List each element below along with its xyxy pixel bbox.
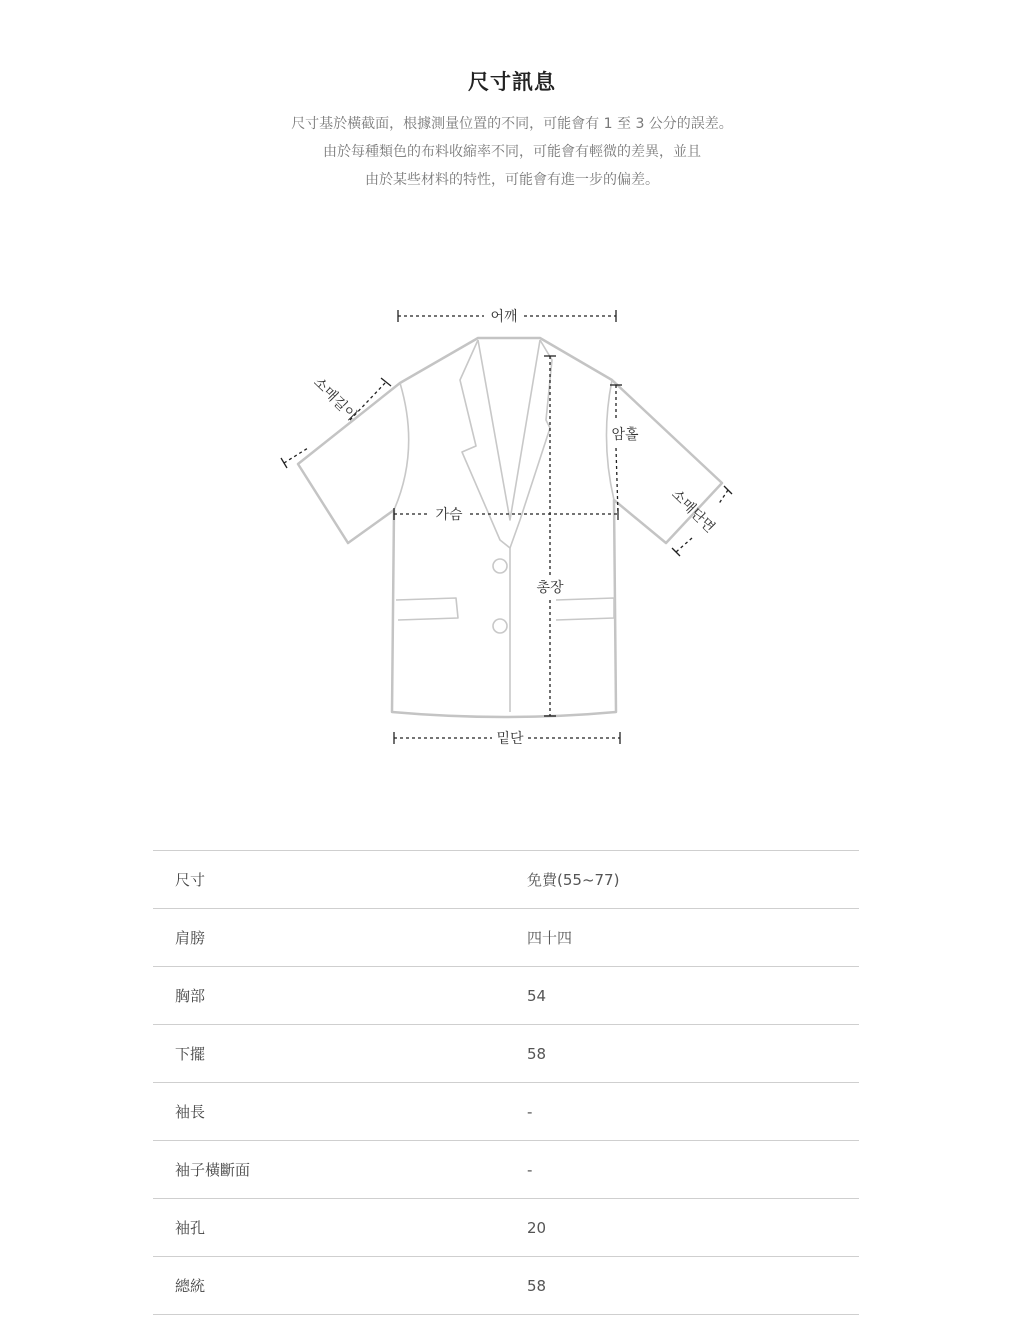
row-value: 54 bbox=[527, 967, 859, 1025]
chest-label: 가슴 bbox=[435, 507, 463, 523]
left-pocket bbox=[396, 598, 458, 620]
row-value: - bbox=[527, 1141, 859, 1199]
table-row bbox=[153, 967, 859, 1025]
right-pocket bbox=[556, 598, 614, 620]
garment-diagram bbox=[0, 280, 1024, 760]
row-label: 總統 bbox=[153, 1257, 527, 1315]
row-value: 58 bbox=[527, 1257, 859, 1315]
table-row bbox=[153, 909, 859, 967]
sleeve-length-label: 소매길이 bbox=[310, 374, 360, 424]
collar-inner bbox=[478, 340, 540, 520]
page-title: 尺寸訊息 bbox=[468, 70, 556, 94]
hem-label: 밑단 bbox=[496, 731, 524, 747]
row-label: 袖子橫斷面 bbox=[153, 1141, 527, 1199]
note-line: 尺寸基於橫截面，根據測量位置的不同，可能會有 1 至 3 公分的誤差。 bbox=[291, 116, 733, 132]
row-label: 下擺 bbox=[153, 1025, 527, 1083]
right-lapel bbox=[510, 340, 552, 548]
row-label: 胸部 bbox=[153, 967, 527, 1025]
row-value: 20 bbox=[527, 1199, 859, 1257]
total-length-label: 총장 bbox=[536, 580, 564, 596]
row-label: 袖孔 bbox=[153, 1199, 527, 1257]
row-value: 免費(55~77) bbox=[527, 851, 859, 909]
button-top bbox=[493, 559, 507, 573]
table-row bbox=[153, 851, 859, 909]
size-notes bbox=[0, 110, 1024, 194]
note-line: 由於每種類色的布料收縮率不同，可能會有輕微的差異，並且 bbox=[323, 144, 701, 160]
table-row bbox=[153, 1141, 859, 1199]
armhole-label: 암홀 bbox=[611, 427, 639, 443]
table-row bbox=[153, 1199, 859, 1257]
table-row bbox=[153, 1025, 859, 1083]
row-value: 四十四 bbox=[527, 909, 859, 967]
table-row bbox=[153, 1083, 859, 1141]
row-value: - bbox=[527, 1083, 859, 1141]
row-label: 袖長 bbox=[153, 1083, 527, 1141]
sleeve-opening-label: 소매단면 bbox=[668, 486, 718, 536]
shoulder-label: 어깨 bbox=[490, 309, 518, 325]
left-sleeve-seam bbox=[394, 383, 409, 510]
size-table bbox=[153, 850, 859, 1315]
note-line: 由於某些材料的特性，可能會有進一步的偏差。 bbox=[365, 172, 659, 188]
button-bottom bbox=[493, 619, 507, 633]
row-value: 58 bbox=[527, 1025, 859, 1083]
row-label: 尺寸 bbox=[153, 851, 527, 909]
table-row bbox=[153, 1257, 859, 1315]
left-lapel bbox=[460, 340, 510, 548]
row-label: 肩膀 bbox=[153, 909, 527, 967]
